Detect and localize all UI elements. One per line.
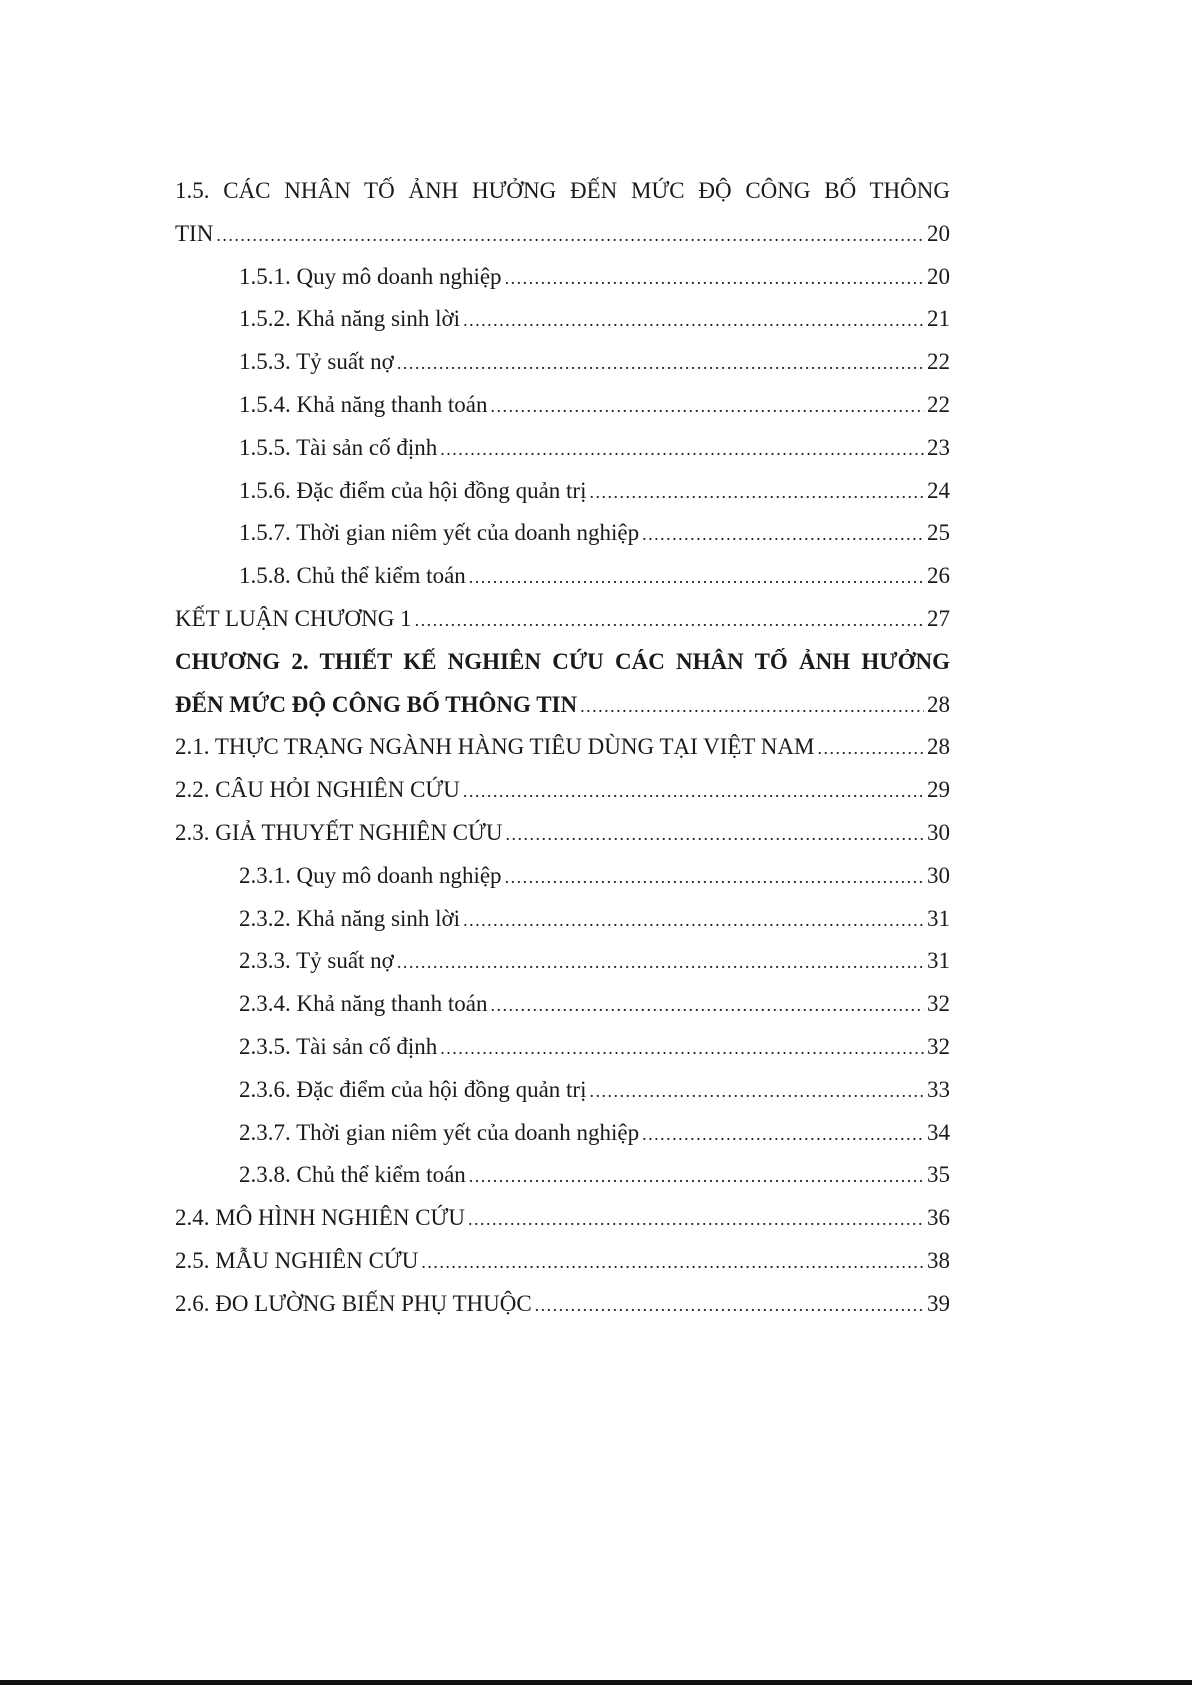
table-of-contents (175, 170, 950, 1326)
toc-page-number: 29 (927, 777, 950, 803)
toc-entry-title: 2.3.5. Tài sản cố định (239, 1033, 438, 1059)
page-bottom-border (0, 1680, 1192, 1685)
toc-entry-title: 1.5.3. Tỷ suất nợ (239, 349, 394, 375)
toc-entry-2-3-5[interactable] (175, 1026, 950, 1069)
toc-entry-title: 2.4. MÔ HÌNH NGHIÊN CỨU (175, 1205, 465, 1231)
toc-page-number: 22 (927, 349, 950, 375)
toc-entry-title: 2.3.6. Đặc điểm của hội đồng quản trị (239, 1076, 587, 1102)
dot-leader (463, 899, 924, 942)
toc-page-number: 28 (927, 734, 950, 760)
toc-entry-2-3-7[interactable] (175, 1112, 950, 1155)
toc-entry-title: 1.5.8. Chủ thể kiểm toán (239, 563, 466, 589)
toc-entry-title: CHƯƠNG 2. THIẾT KẾ NGHIÊN CỨU CÁC NHÂN TỐ ẢNH HƯỞNG (175, 648, 950, 674)
dot-leader (490, 984, 924, 1027)
dot-leader (505, 257, 924, 300)
toc-entry-title: 2.3.7. Thời gian niêm yết của doanh nghiệp (239, 1119, 640, 1145)
toc-entry-1-5-3[interactable] (175, 341, 950, 384)
toc-entry-2-3-8[interactable] (175, 1154, 950, 1197)
toc-page-number: 32 (927, 1033, 950, 1059)
dot-leader (642, 1113, 924, 1156)
toc-page-number: 20 (927, 220, 950, 246)
toc-entry-1-5-5[interactable] (175, 427, 950, 470)
toc-entry-1-5-1[interactable] (175, 256, 950, 299)
toc-entry-title: 2.2. CÂU HỎI NGHIÊN CỨU (175, 777, 460, 803)
toc-entry-title: 2.3.1. Quy mô doanh nghiệp (239, 862, 502, 888)
toc-entry-title: 2.3.8. Chủ thể kiểm toán (239, 1162, 466, 1188)
toc-entry-2-2[interactable] (175, 769, 950, 812)
toc-page-number: 22 (927, 391, 950, 417)
toc-page-number: 20 (927, 263, 950, 289)
toc-page-number: 32 (927, 991, 950, 1017)
toc-entry-title: 1.5. CÁC NHÂN TỐ ẢNH HƯỞNG ĐẾN MỨC ĐỘ CÔNG BỐ THÔNG (175, 178, 950, 203)
toc-entry-title: 2.3.2. Khả năng sinh lời (239, 905, 461, 931)
toc-entry-1-5-2[interactable] (175, 298, 950, 341)
toc-page-number: 23 (927, 434, 950, 460)
dot-leader (505, 813, 924, 856)
dot-leader (490, 385, 924, 428)
toc-entry-title: 1.5.6. Đặc điểm của hội đồng quản trị (239, 477, 587, 503)
toc-page-number: 31 (927, 948, 950, 974)
toc-entry-ket-luan-chuong-1[interactable] (175, 598, 950, 641)
toc-page-number: 39 (927, 1290, 950, 1316)
toc-entry-1-5-4[interactable] (175, 384, 950, 427)
toc-entry-2-3-6[interactable] (175, 1069, 950, 1112)
toc-entry-2-3-4[interactable] (175, 983, 950, 1026)
toc-entry-2-3[interactable] (175, 812, 950, 855)
toc-entry-title: TIN (175, 220, 214, 246)
toc-entry-1-5-line1[interactable] (175, 170, 950, 213)
toc-page-number: 30 (927, 819, 950, 845)
toc-page-number: 36 (927, 1205, 950, 1231)
dot-leader (421, 1241, 924, 1284)
dot-leader (817, 727, 924, 770)
toc-entry-chuong-2-line1[interactable] (175, 641, 950, 684)
toc-page-number: 34 (927, 1119, 950, 1145)
toc-entry-title: 2.3. GIẢ THUYẾT NGHIÊN CỨU (175, 819, 503, 845)
dot-leader (589, 471, 924, 514)
toc-page-number: 28 (927, 691, 950, 717)
dot-leader (468, 1198, 924, 1241)
toc-entry-2-5[interactable] (175, 1240, 950, 1283)
toc-entry-title: ĐẾN MỨC ĐỘ CÔNG BỐ THÔNG TIN (175, 691, 578, 717)
toc-page-number: 21 (927, 306, 950, 332)
dot-leader (505, 856, 924, 899)
toc-page-number: 24 (927, 477, 950, 503)
toc-entry-title: 1.5.2. Khả năng sinh lời (239, 306, 461, 332)
toc-entry-chuong-2[interactable] (175, 684, 950, 727)
dot-leader (440, 1027, 924, 1070)
toc-entry-title: KẾT LUẬN CHƯƠNG 1 (175, 605, 412, 631)
dot-leader (440, 428, 924, 471)
toc-entry-2-6[interactable] (175, 1283, 950, 1326)
toc-entry-title: 2.1. THỰC TRẠNG NGÀNH HÀNG TIÊU DÙNG TẠI VIỆT NAM (175, 734, 815, 760)
toc-entry-2-4[interactable] (175, 1197, 950, 1240)
toc-entry-2-1[interactable] (175, 726, 950, 769)
dot-leader (580, 685, 924, 728)
dot-leader (463, 770, 924, 813)
toc-entry-2-3-2[interactable] (175, 898, 950, 941)
toc-entry-title: 1.5.1. Quy mô doanh nghiệp (239, 263, 502, 289)
toc-entry-title: 1.5.7. Thời gian niêm yết của doanh nghiệp (239, 520, 640, 546)
toc-entry-2-3-1[interactable] (175, 855, 950, 898)
dot-leader (415, 599, 924, 642)
dot-leader (397, 941, 924, 984)
toc-page-number: 26 (927, 563, 950, 589)
dot-leader (469, 556, 924, 599)
toc-entry-1-5-6[interactable] (175, 470, 950, 513)
toc-page-number: 38 (927, 1247, 950, 1273)
toc-entry-1-5[interactable] (175, 213, 950, 256)
toc-entry-title: 1.5.4. Khả năng thanh toán (239, 391, 488, 417)
toc-page-number: 30 (927, 862, 950, 888)
toc-entry-title: 2.6. ĐO LƯỜNG BIẾN PHỤ THUỘC (175, 1290, 532, 1316)
toc-page-number: 35 (927, 1162, 950, 1188)
dot-leader (535, 1284, 924, 1327)
toc-page-number: 31 (927, 905, 950, 931)
dot-leader (589, 1070, 924, 1113)
dot-leader (642, 513, 924, 556)
toc-entry-title: 1.5.5. Tài sản cố định (239, 434, 438, 460)
toc-entry-1-5-7[interactable] (175, 512, 950, 555)
toc-page-number: 27 (927, 605, 950, 631)
dot-leader (216, 214, 924, 257)
toc-page-number: 33 (927, 1076, 950, 1102)
toc-entry-title: 2.3.4. Khả năng thanh toán (239, 991, 488, 1017)
dot-leader (463, 299, 924, 342)
toc-page-number: 25 (927, 520, 950, 546)
toc-entry-title: 2.3.3. Tỷ suất nợ (239, 948, 394, 974)
toc-entry-title: 2.5. MẪU NGHIÊN CỨU (175, 1247, 419, 1273)
toc-entry-1-5-8[interactable] (175, 555, 950, 598)
dot-leader (469, 1155, 924, 1198)
dot-leader (397, 342, 924, 385)
toc-entry-2-3-3[interactable] (175, 940, 950, 983)
